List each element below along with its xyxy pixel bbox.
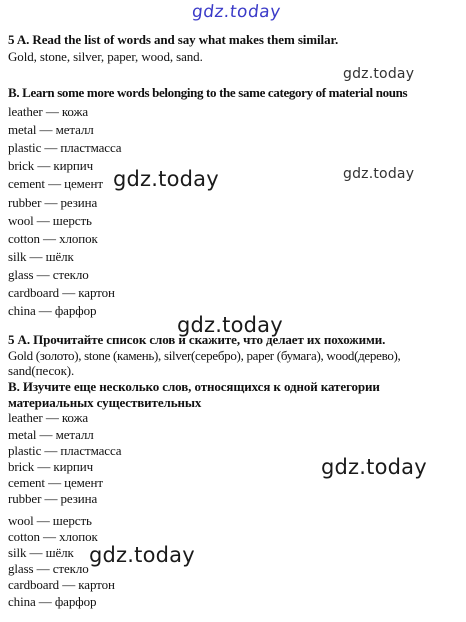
task-a-heading-ru: 5 А. Прочитайте список слов и скажите, что делает их похожими. [8, 332, 386, 347]
vocab-item-ru: silk — шёлк [8, 545, 74, 560]
watermark: gdz.today [321, 455, 427, 479]
vocab-item: silk — шёлк [8, 249, 74, 264]
vocab-item: cardboard — картон [8, 285, 115, 300]
task-a-words: Gold, stone, silver, paper, wood, sand. [8, 49, 203, 64]
vocab-item: brick — кирпич [8, 158, 94, 173]
watermark: gdz.today [177, 313, 283, 337]
vocab-item: cement — цемент [8, 176, 103, 191]
task-b-heading-ru: В. Изучите еще несколько слов, относящихся к одной категории [8, 379, 380, 394]
vocab-item-ru: metal — металл [8, 427, 94, 442]
task-a-words-ru: sand(песок). [8, 363, 75, 378]
vocab-item: china — фарфор [8, 303, 97, 318]
watermark: gdz.today [343, 66, 415, 82]
vocab-item: plastic — пластмасса [8, 140, 122, 155]
vocab-item-ru: rubber — резина [8, 491, 98, 506]
vocab-item: glass — стекло [8, 267, 89, 282]
task-a-words-ru: Gold (золото), stone (камень), silver(серебро), paper (бумага), wood(дерево), [8, 348, 401, 363]
task-a-heading: 5 A. Read the list of words and say what makes them similar. [8, 32, 339, 47]
vocab-item-ru: cement — цемент [8, 475, 103, 490]
watermark: gdz.today [89, 543, 195, 567]
watermark: gdz.today [113, 167, 219, 191]
vocab-item-ru: glass — стекло [8, 561, 89, 576]
vocab-item: leather — кожа [8, 104, 89, 119]
task-b-heading-ru: материальных существительных [8, 395, 202, 410]
vocab-item-ru: leather — кожа [8, 410, 89, 425]
vocab-item-ru: china — фарфор [8, 594, 97, 609]
vocab-item-ru: cardboard — картон [8, 577, 115, 592]
vocab-item-ru: brick — кирпич [8, 459, 94, 474]
watermark: gdz.today [343, 166, 415, 182]
vocab-item: wool — шерсть [8, 213, 92, 228]
vocab-item-ru: plastic — пластмасса [8, 443, 122, 458]
watermark: gdz.today [190, 2, 282, 22]
task-b-heading: B. Learn some more words belonging to the same category of material nouns [8, 85, 408, 100]
vocab-item-ru: wool — шерсть [8, 513, 92, 528]
vocab-item: cotton — хлопок [8, 231, 98, 246]
vocab-item: rubber — резина [8, 195, 98, 210]
vocab-item: metal — металл [8, 122, 94, 137]
vocab-item-ru: cotton — хлопок [8, 529, 98, 544]
